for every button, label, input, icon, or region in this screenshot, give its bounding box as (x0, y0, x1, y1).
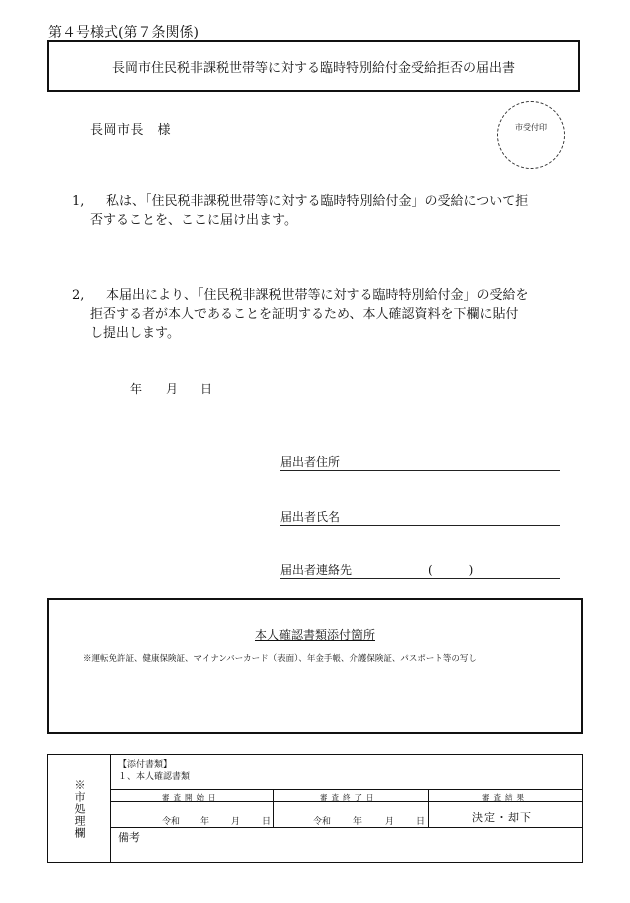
end-year: 年 (353, 817, 363, 827)
item-1-number: 1, (72, 194, 85, 209)
table-divider-1 (273, 789, 274, 827)
reception-stamp-circle (497, 101, 565, 169)
office-processing-table (47, 754, 583, 863)
item-2-line-3: し提出します。 (90, 326, 180, 341)
start-month: 月 (231, 817, 241, 827)
col-result-header: 審査結果 (482, 793, 528, 802)
name-field[interactable] (280, 508, 560, 526)
id-section-title-wrap (49, 626, 581, 643)
attachments-header: 【添付書類】 (118, 760, 173, 770)
form-number: 第４号様式(第７条関係) (48, 25, 199, 41)
id-section-title: 本人確認書類添付箇所 (254, 628, 375, 642)
col-end-header: 審査終了日 (320, 793, 378, 802)
form-title: 長岡市住民税非課税世帯等に対する臨時特別給付金受給拒否の届出書 (111, 60, 515, 76)
form-title-box (47, 40, 580, 92)
id-document-attachment-area (47, 598, 583, 734)
remarks-label: 備考 (118, 831, 140, 844)
date-month: 月 (166, 382, 179, 396)
end-day: 日 (416, 817, 426, 827)
table-line-bottom (110, 827, 582, 828)
result-value: 決定・却下 (472, 811, 532, 824)
date-year: 年 (130, 382, 143, 396)
item-2-line-1: 本届出により、「住民税非課税世帯等に対する臨時特別給付金」の受給を (106, 288, 529, 303)
start-era: 令和 (162, 817, 181, 827)
table-divider-2 (428, 789, 429, 827)
attachments-item: １、本人確認書類 (118, 772, 191, 782)
col-start-header: 審査開始日 (162, 793, 220, 802)
name-label: 届出者氏名 (280, 510, 341, 524)
office-side-cell (48, 755, 111, 862)
date-day: 日 (200, 382, 213, 396)
start-day: 日 (262, 817, 272, 827)
recipient: 長岡市長 様 (90, 123, 172, 138)
item-1-line-2: 否することを、ここに届け出ます。 (90, 213, 297, 228)
id-section-note: ※運転免許証、健康保険証、マイナンバーカード（表面）、年金手帳、介護保険証、パスポート等の写し (83, 654, 477, 664)
contact-label: 届出者連絡先 (280, 563, 353, 577)
item-1-line-1: 私は、「住民税非課税世帯等に対する臨時特別給付金」の受給について拒 (106, 194, 529, 209)
contact-field[interactable] (280, 561, 560, 579)
contact-paren: ( ) (428, 563, 474, 577)
stamp-label: 市受付印 (515, 123, 547, 132)
end-month: 月 (385, 817, 395, 827)
office-side-label: ※市処理欄 (73, 778, 86, 839)
item-2-line-2: 拒否する者が本人であることを証明するため、本人確認資料を下欄に貼付 (90, 307, 519, 322)
item-2-number: 2, (72, 288, 85, 303)
address-field[interactable] (280, 453, 560, 471)
table-line-top (110, 789, 582, 790)
start-year: 年 (200, 817, 210, 827)
address-label: 届出者住所 (280, 455, 341, 469)
end-era: 令和 (313, 817, 332, 827)
